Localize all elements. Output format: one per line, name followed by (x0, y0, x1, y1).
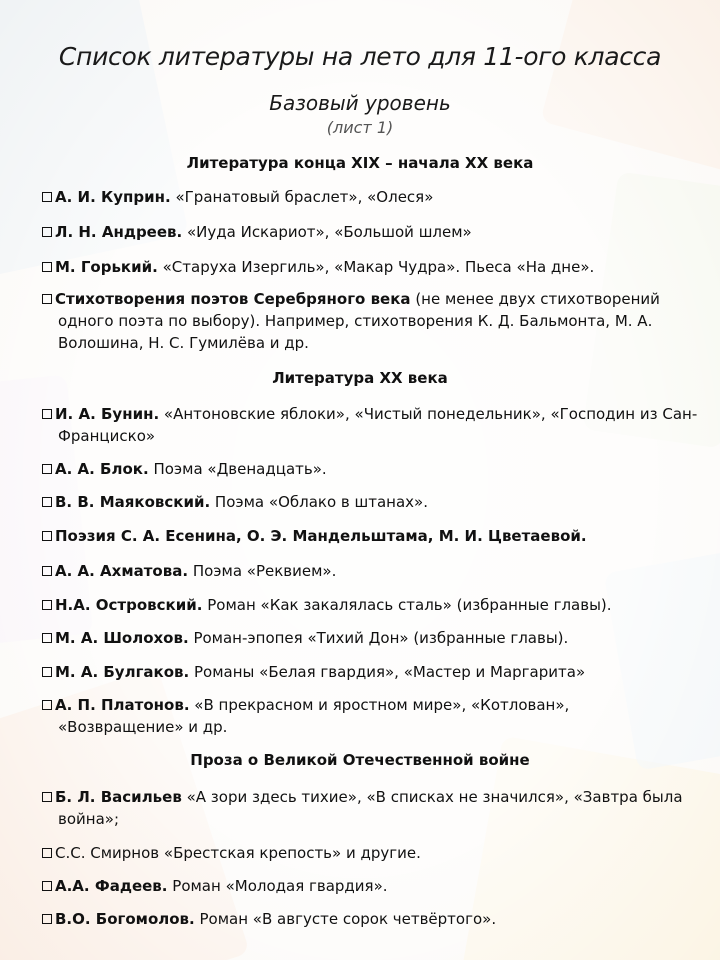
checkbox-icon (42, 294, 52, 304)
item-author: Н.А. Островский. (55, 596, 203, 614)
list-item (42, 186, 698, 208)
item-text: «Гранатовый браслет», «Олеся» (170, 188, 434, 206)
list-item (42, 403, 698, 447)
item-text: «Старуха Изергиль», «Макар Чудра». Пьеса «На дне». (157, 258, 595, 276)
list-item (42, 221, 698, 243)
item-text: Поэма «Двенадцать». (148, 460, 327, 478)
list-item (42, 786, 698, 830)
item-author: А. А. Блок. (55, 460, 149, 478)
list-item (42, 288, 698, 354)
checkbox-icon (42, 227, 52, 237)
list-item (42, 875, 698, 897)
item-author: А. А. Ахматова. (55, 562, 189, 580)
list-item (42, 627, 698, 649)
item-author: Б. Л. Васильев (55, 788, 182, 806)
checkbox-icon (42, 192, 52, 202)
page-subtitle: Базовый уровень (269, 91, 451, 115)
list-item (42, 694, 698, 738)
list-item (42, 560, 698, 582)
item-author: Стихотворения поэтов Серебряного века (55, 290, 411, 308)
checkbox-icon (42, 881, 52, 891)
item-text: Роман-эпопея «Тихий Дон» (избранные главы). (188, 629, 569, 647)
item-text: Роман «Как закалялась сталь» (избранные главы). (202, 596, 612, 614)
item-author: Л. Н. Андреев. (55, 223, 183, 241)
list-item (42, 594, 698, 616)
sheet-label: (лист 1) (326, 118, 394, 137)
list-item (42, 256, 698, 278)
section-heading: Литература XX века (272, 369, 448, 387)
item-text: «Иуда Искариот», «Большой шлем» (182, 223, 472, 241)
item-author: А. И. Куприн. (55, 188, 171, 206)
checkbox-icon (42, 464, 52, 474)
list-item (42, 491, 698, 513)
checkbox-icon (42, 700, 52, 710)
list-item (42, 458, 698, 480)
item-text: Поэма «Реквием». (188, 562, 337, 580)
item-author: А.А. Фадеев. (55, 877, 168, 895)
checkbox-icon (42, 600, 52, 610)
section-heading: Проза о Великой Отечественной войне (190, 751, 530, 769)
checkbox-icon (42, 848, 52, 858)
checkbox-icon (42, 914, 52, 924)
checkbox-icon (42, 531, 52, 541)
list-item (42, 908, 698, 930)
checkbox-icon (42, 497, 52, 507)
checkbox-icon (42, 566, 52, 576)
item-author: Поэзия С. А. Есенина, О. Э. Мандельштама, М. И. Цветаевой. (55, 527, 587, 545)
item-text: «А зори здесь тихие», «В списках не значился», «Завтра была война»; (58, 788, 683, 828)
checkbox-icon (42, 262, 52, 272)
item-text: Роман «В августе сорок четвёртого». (194, 910, 497, 928)
item-author: А. П. Платонов. (55, 696, 190, 714)
checkbox-icon (42, 409, 52, 419)
item-author: М. А. Булгаков. (55, 663, 190, 681)
item-author: В. В. Маяковский. (55, 493, 211, 511)
section-heading: Литература конца XIX – начала XX века (186, 154, 534, 172)
item-text: Романы «Белая гвардия», «Мастер и Маргарита» (189, 663, 586, 681)
item-text: «В прекрасном и яростном мире», «Котлован», «Возвращение» и др. (58, 696, 570, 736)
checkbox-icon (42, 792, 52, 802)
item-author: М. Горький. (55, 258, 158, 276)
list-item (42, 661, 698, 683)
item-text: «Антоновские яблоки», «Чистый понедельник», «Господин из Сан-Франциско» (58, 405, 698, 445)
checkbox-icon (42, 667, 52, 677)
item-author: М. А. Шолохов. (55, 629, 189, 647)
item-text: Роман «Молодая гвардия». (167, 877, 388, 895)
item-text: (не менее двух стихотворений одного поэта по выбору). Например, стихотворения К. Д. Бальмонта, М. А. Волошина, Н. С. Гумилёва и др. (58, 290, 660, 352)
item-text: С.С. Смирнов «Брестская крепость» и другие. (55, 844, 421, 862)
page-title: Список литературы на лето для 11-ого класса (58, 42, 662, 71)
list-item (42, 525, 698, 547)
list-item (42, 842, 698, 864)
checkbox-icon (42, 633, 52, 643)
item-author: И. А. Бунин. (55, 405, 160, 423)
item-text: Поэма «Облако в штанах». (210, 493, 428, 511)
item-author: В.О. Богомолов. (55, 910, 195, 928)
